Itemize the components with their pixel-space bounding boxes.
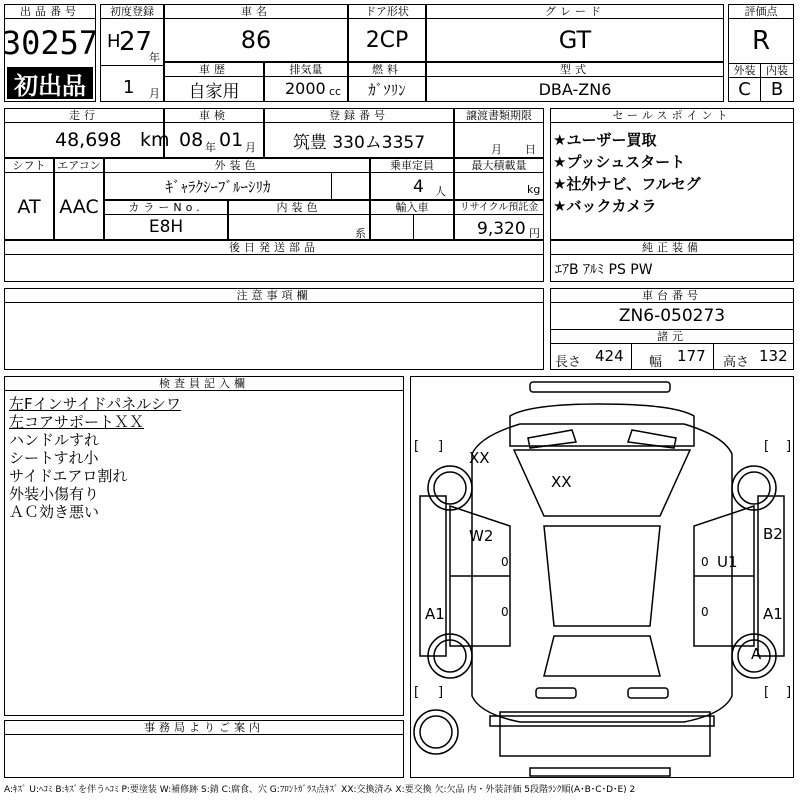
divider bbox=[413, 215, 414, 239]
history-header: 車歴 bbox=[165, 63, 263, 77]
zero-mark: 0 bbox=[701, 605, 709, 619]
exterior-header: 外装 bbox=[729, 63, 761, 78]
damage-mark-hood: XX bbox=[551, 473, 572, 491]
recycle-value: 9,320 bbox=[477, 219, 526, 239]
inspection-year-unit: 年 bbox=[205, 141, 216, 154]
recycle-unit: 円 bbox=[529, 227, 540, 240]
shift-value: AT bbox=[17, 196, 41, 218]
later-parts-box bbox=[4, 240, 544, 282]
transfer-header: 譲渡書類期限 bbox=[455, 109, 543, 123]
inspector-note: シートすれ小 bbox=[9, 449, 99, 467]
ac-box bbox=[54, 158, 104, 240]
load-box bbox=[454, 158, 544, 200]
chassis-header: 車台番号 bbox=[551, 289, 793, 303]
reg-month-unit: 月 bbox=[149, 87, 160, 100]
model-box bbox=[426, 62, 724, 102]
plate-box bbox=[264, 108, 454, 158]
name-header: 車名 bbox=[165, 5, 347, 19]
inspection-box bbox=[164, 108, 264, 158]
color-box bbox=[104, 158, 370, 200]
inspector-notes bbox=[9, 395, 181, 521]
inspection-year: 08 bbox=[179, 129, 204, 151]
svg-text:[: [ bbox=[414, 685, 420, 700]
name-box bbox=[164, 4, 348, 62]
mileage-header: 走行 bbox=[5, 109, 163, 123]
sales-point-item: ★ユーザー買取 bbox=[553, 131, 657, 149]
reg-box bbox=[100, 4, 164, 102]
mileage-unit: km bbox=[140, 129, 170, 151]
later-parts-header: 後日発送部品 bbox=[5, 241, 543, 255]
history-value: 自家用 bbox=[188, 81, 240, 102]
shift-header: シフト bbox=[5, 159, 53, 173]
import-header: 輸入車 bbox=[371, 201, 453, 215]
inspector-note: サイドエアロ割れ bbox=[9, 467, 128, 485]
svg-text:]: ] bbox=[786, 685, 792, 700]
svg-text:]: ] bbox=[786, 439, 792, 454]
mileage-value: 48,698 bbox=[55, 129, 122, 151]
notes-box bbox=[4, 288, 544, 370]
notes-header: 注意事項欄 bbox=[5, 289, 543, 303]
width-label: 幅 bbox=[649, 355, 663, 370]
inspector-note: ハンドルすれ bbox=[9, 431, 100, 449]
sales-point-item: ★バックカメラ bbox=[553, 197, 657, 215]
interior-color-header: 内装色 bbox=[229, 201, 369, 215]
lot-number: 30257 bbox=[1, 24, 99, 62]
color-no-header: カラーNo. bbox=[105, 201, 227, 215]
damage-mark-front-left: XX bbox=[469, 449, 490, 467]
first-listing-badge: 初出品 bbox=[7, 67, 93, 99]
length-value: 424 bbox=[595, 347, 624, 365]
svg-text:[: [ bbox=[764, 685, 770, 700]
interior-color-suffix: 系 bbox=[355, 227, 366, 240]
color-value: ｷﾞｬﾗｸｼｰﾌﾞﾙｰｼﾘｶ bbox=[165, 177, 271, 196]
interior-header: 内装 bbox=[761, 63, 793, 78]
door-header: ドア形状 bbox=[349, 5, 425, 19]
reg-header: 初度登録 bbox=[101, 5, 163, 19]
damage-mark-right-front-fender: B2 bbox=[763, 525, 783, 543]
capacity-value: 4 bbox=[413, 177, 424, 197]
svg-text:]: ] bbox=[438, 685, 444, 700]
displacement-unit: cc bbox=[329, 85, 342, 98]
inspector-header: 検査員記入欄 bbox=[5, 377, 403, 391]
shift-box bbox=[4, 158, 54, 240]
interior-color-box bbox=[228, 200, 370, 240]
color-no-box bbox=[104, 200, 228, 240]
divider bbox=[713, 344, 714, 369]
length-label: 長さ bbox=[555, 355, 582, 370]
fuel-value: ｶﾞｿﾘﾝ bbox=[368, 80, 406, 99]
inspector-note: ＡＣ効き悪い bbox=[9, 503, 100, 521]
fuel-header: 燃料 bbox=[349, 63, 425, 77]
car-name: 86 bbox=[240, 26, 272, 54]
inspection-month: 01 bbox=[219, 129, 244, 151]
lot-box bbox=[1, 4, 99, 102]
car-diagram-box bbox=[410, 376, 794, 778]
color-header: 外装色 bbox=[105, 159, 369, 173]
grade-value: GT bbox=[558, 26, 592, 54]
zero-mark: 0 bbox=[501, 605, 509, 619]
history-box bbox=[164, 62, 264, 102]
capacity-unit: 人 bbox=[435, 185, 446, 198]
load-unit: kg bbox=[527, 183, 541, 196]
color-no-value: E8H bbox=[148, 217, 184, 237]
door-box bbox=[348, 4, 426, 62]
chassis-number: ZN6-050273 bbox=[618, 306, 726, 326]
sales-point-item: ★社外ナビ、フルセグ bbox=[553, 175, 701, 193]
rating-box bbox=[728, 4, 794, 102]
transfer-box bbox=[454, 108, 544, 158]
ac-value: AAC bbox=[59, 196, 99, 218]
inspector-note: 左Fインサイドパネルシワ bbox=[9, 395, 181, 413]
height-label: 高さ bbox=[723, 355, 750, 370]
office-box bbox=[4, 720, 404, 778]
svg-text:[: [ bbox=[764, 439, 770, 454]
divider bbox=[101, 65, 163, 66]
chassis-box bbox=[550, 288, 794, 370]
legend-text: A:ｷｽﾞ U:ﾍｺﾐ B:ｷｽﾞを伴うﾍｺﾐ P:要塗装 W:補修跡 S:錆 C:腐食、穴 G:ﾌﾛﾝﾄｶﾞﾗｽ点ｷｽﾞ XX:交換済み X:要交換 欠:欠品 内・外装評価 5段階ﾗﾝｸ順(A･B･C･D･E) 2 bbox=[4, 785, 636, 795]
reg-year: 27 bbox=[119, 27, 153, 57]
capacity-header: 乗車定員 bbox=[371, 159, 453, 173]
zero-mark: 0 bbox=[501, 555, 509, 569]
inspection-month-unit: 月 bbox=[245, 141, 256, 154]
ac-header: エアコン bbox=[55, 159, 103, 173]
width-value: 177 bbox=[677, 347, 706, 365]
grade-header: グレード bbox=[427, 5, 723, 19]
damage-mark-right-rear-wheel: A bbox=[751, 645, 762, 663]
inspection-header: 車検 bbox=[165, 109, 263, 123]
plate-number: 筑豊 330ム3357 bbox=[292, 132, 426, 153]
svg-text:[: [ bbox=[414, 439, 420, 454]
reg-year-unit: 年 bbox=[149, 51, 160, 64]
import-box bbox=[370, 200, 454, 240]
plate-header: 登録番号 bbox=[265, 109, 453, 123]
door-type: 2CP bbox=[365, 27, 409, 53]
reg-month: 1 bbox=[123, 77, 135, 98]
displacement-box bbox=[264, 62, 348, 102]
reg-era: H bbox=[107, 31, 121, 52]
lot-header: 出品番号 bbox=[5, 5, 95, 19]
recycle-header: リサイクル預託金 bbox=[455, 201, 543, 215]
exterior-score: C bbox=[729, 78, 761, 101]
sales-point-item: ★プッシュスタート bbox=[553, 153, 686, 171]
sales-points-header: セールスポイント bbox=[551, 109, 793, 123]
damage-mark-left-door: W2 bbox=[469, 527, 494, 545]
car-diagram bbox=[410, 376, 794, 778]
divider bbox=[331, 173, 332, 199]
fuel-box bbox=[348, 62, 426, 102]
height-value: 132 bbox=[759, 347, 788, 365]
damage-mark-left-sill: A1 bbox=[425, 605, 445, 623]
zero-mark: 0 bbox=[701, 555, 709, 569]
transfer-day-unit: 日 bbox=[525, 143, 536, 156]
sales-points-box bbox=[550, 108, 794, 240]
divider bbox=[631, 344, 632, 369]
displacement-value: 2000 bbox=[285, 79, 326, 98]
overall-score: R bbox=[751, 26, 771, 56]
damage-mark-right-door: U1 bbox=[717, 553, 738, 571]
interior-score: B bbox=[770, 79, 784, 100]
displacement-header: 排気量 bbox=[265, 63, 347, 77]
grade-box bbox=[426, 4, 724, 62]
load-header: 最大積載量 bbox=[455, 159, 543, 173]
inspector-box bbox=[4, 376, 404, 716]
inspector-note: 外装小傷有り bbox=[9, 485, 100, 503]
model-value: DBA-ZN6 bbox=[538, 79, 612, 99]
rating-header: 評価点 bbox=[729, 5, 793, 19]
inspector-note: 左コアサポートＸＸ bbox=[9, 413, 145, 431]
svg-text:]: ] bbox=[438, 439, 444, 454]
mileage-box bbox=[4, 108, 170, 158]
model-header: 型式 bbox=[427, 63, 723, 77]
office-header: 事務局よりご案内 bbox=[5, 721, 403, 735]
recycle-box bbox=[454, 200, 544, 240]
damage-mark-right-sill: A1 bbox=[763, 605, 783, 623]
specs-header: 諸元 bbox=[551, 329, 793, 344]
equipment-value: ｴｱB ｱﾙﾐ PS PW bbox=[555, 262, 653, 278]
equipment-header: 純正装備 bbox=[551, 241, 793, 255]
transfer-month-unit: 月 bbox=[491, 143, 502, 156]
equipment-box bbox=[550, 240, 794, 282]
capacity-box bbox=[370, 158, 454, 200]
